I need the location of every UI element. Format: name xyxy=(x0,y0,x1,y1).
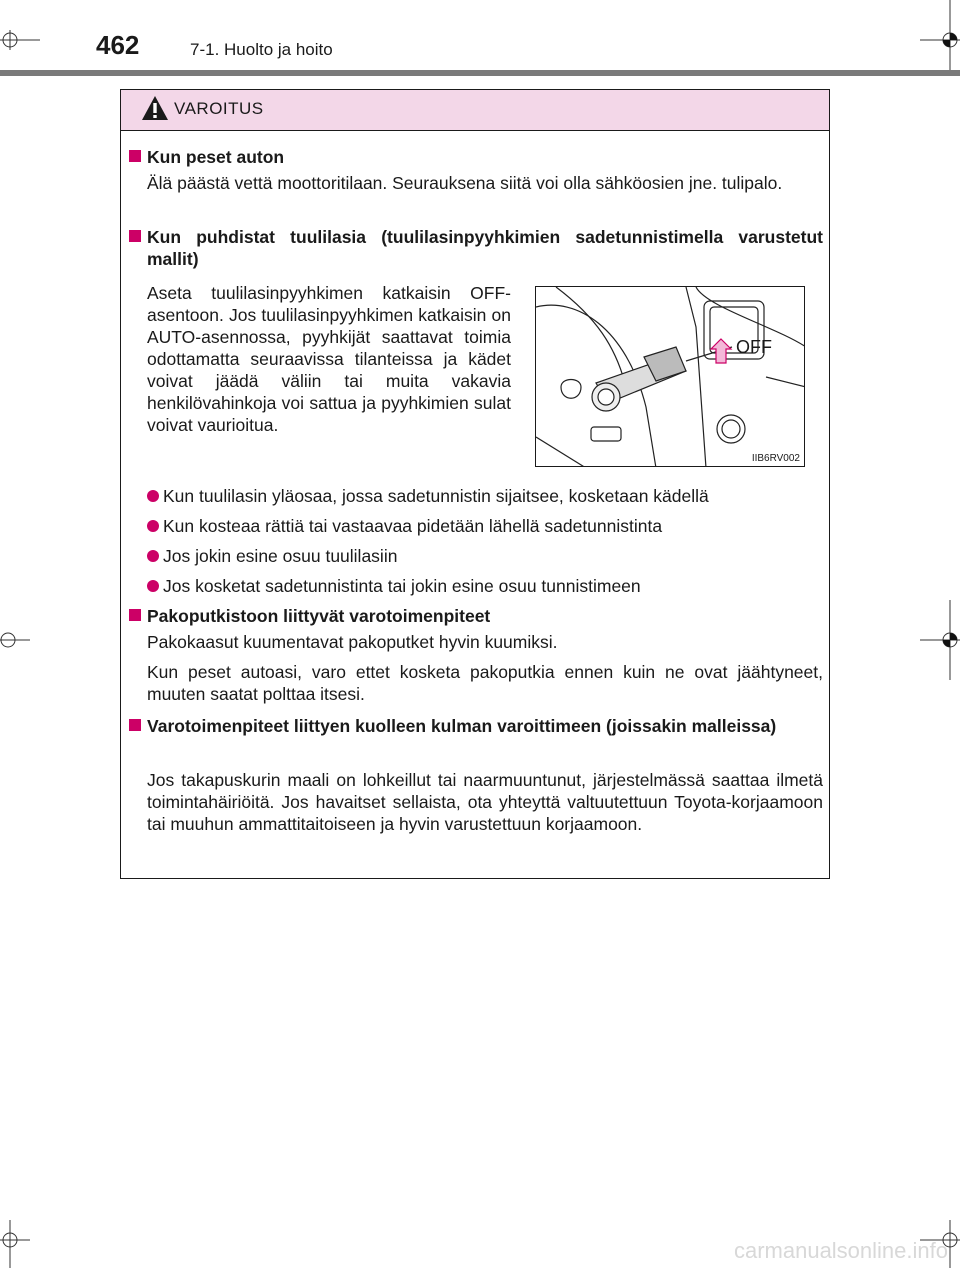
round-bullet-icon xyxy=(147,490,159,502)
section-heading: Pakoputkistoon liittyvät varotoimenpiteet xyxy=(129,605,823,627)
section-heading: Kun puhdistat tuulilasia (tuulilasinpyyhkimien sadetunnistimella varustetut mallit) xyxy=(129,226,823,270)
list-item: Kun tuulilasin yläosaa, jossa sadetunnistin sijaitsee, kosketaan kädellä xyxy=(147,485,823,507)
square-bullet-icon xyxy=(129,719,141,731)
warning-box xyxy=(120,89,830,879)
warning-header xyxy=(121,90,829,131)
square-bullet-icon xyxy=(129,609,141,621)
list-item: Jos jokin esine osuu tuulilasiin xyxy=(147,545,823,567)
figure-callout: OFF xyxy=(736,337,772,357)
square-bullet-icon xyxy=(129,150,141,162)
section-title: 7-1. Huolto ja hoito xyxy=(190,40,333,59)
list-item: Kun kosteaa rättiä tai vastaavaa pidetään lähellä sadetunnistinta xyxy=(147,515,823,537)
section-heading: Kun peset auton xyxy=(129,146,823,168)
figure-code: IIB6RV002 xyxy=(751,453,800,464)
paragraph: Älä päästä vettä moottoritilaan. Seurauksena siitä voi olla sähköosien jne. tulipalo. xyxy=(147,173,783,193)
section-heading: Varotoimenpiteet liittyen kuolleen kulman varoittimeen (joissakin malleissa) xyxy=(129,715,823,737)
wiper-switch-illustration xyxy=(536,287,805,467)
round-bullet-icon xyxy=(147,520,159,532)
wiper-switch-figure xyxy=(535,286,805,467)
round-bullet-icon xyxy=(147,550,159,562)
paragraph: Jos takapuskurin maali on lohkeillut tai naarmuuntunut, järjestelmässä saattaa ilmetä toimintahäiriöitä. Jos havaitset sellaista, ota yhteyttä valtuutettuun Toyota-korjaamoon tai muuhun ammattitaitoiseen ja hyvin varustettuun korjaamoon. xyxy=(147,770,823,834)
paragraph: Pakokaasut kuumentavat pakoputket hyvin kuumiksi. xyxy=(147,632,558,652)
round-bullet-icon xyxy=(147,580,159,592)
warning-triangle-icon xyxy=(141,95,169,121)
header-rule xyxy=(0,70,960,76)
warning-title: VAROITUS xyxy=(174,99,264,118)
list-item: Jos kosketat sadetunnistinta tai jokin esine osuu tunnistimeen xyxy=(147,575,823,597)
page-number: 462 xyxy=(96,30,140,60)
square-bullet-icon xyxy=(129,230,141,242)
paragraph: Aseta tuulilasinpyyhkimen katkaisin OFF-asentoon. Jos tuulilasinpyyhkimen katkaisin on AUTO-asennossa, pyyhkijät saattavat toimia odottamatta seuraavissa tilanteissa ja kädet voivat jäädä väliin tai muita vakavia henkilövahinkoja voi sattua ja pyyhkimien sulat voivat vaurioitua. xyxy=(147,283,511,435)
paragraph: Kun peset autoasi, varo ettet kosketa pakoputkia ennen kuin ne ovat jäähtyneet, muuten saatat polttaa itsesi. xyxy=(147,662,823,704)
watermark[interactable]: carmanualsonline.info xyxy=(733,1238,948,1263)
